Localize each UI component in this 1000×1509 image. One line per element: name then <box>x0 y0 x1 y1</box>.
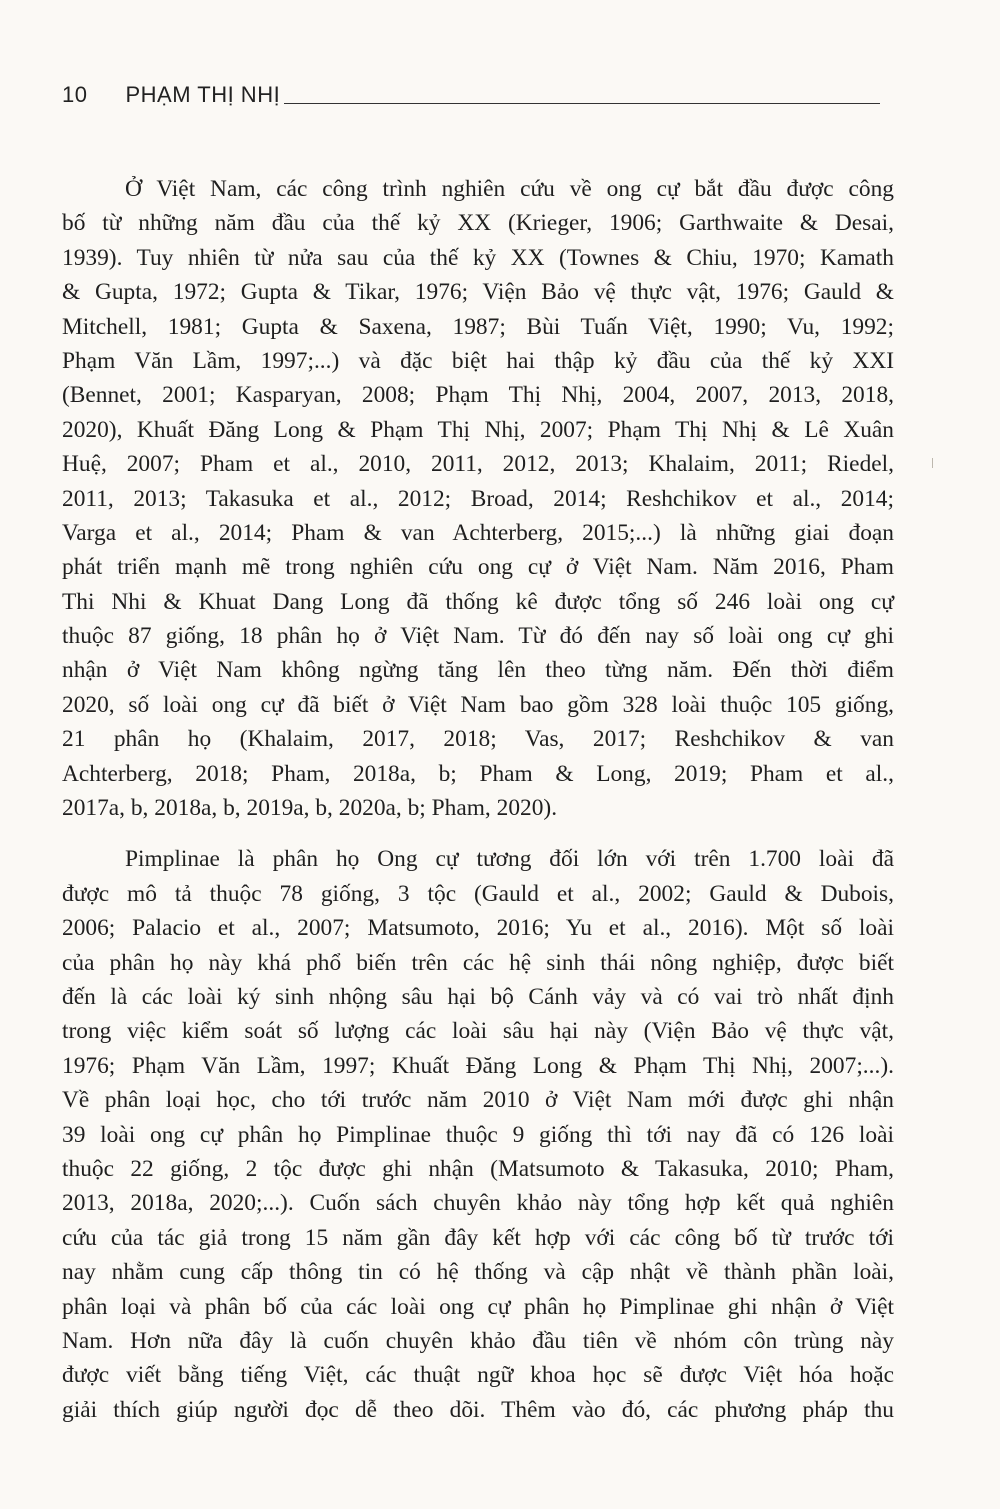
paragraph-vietnam-research <box>62 172 894 825</box>
text-line: 2020), Khuất Đăng Long & Phạm Thị Nhị, 2007; Phạm Thị Nhị & Lê Xuân <box>62 416 894 443</box>
text-line: của phân họ này khá phổ biến trên các hệ sinh thái nông nghiệp, được biết <box>62 949 894 976</box>
text-line: phát triển mạnh mẽ trong nghiên cứu ong cự ở Việt Nam. Năm 2016, Pham <box>62 554 894 581</box>
header-rule <box>284 103 880 104</box>
text-line: Pimplinae là phân họ Ong cự tương đối lớn với trên 1.700 loài đã <box>125 846 894 873</box>
text-line: Varga et al., 2014; Pham & van Achterberg, 2015;...) là những giai đoạn <box>62 519 894 546</box>
text-line: 21 phân họ (Khalaim, 2017, 2018; Vas, 2017; Reshchikov & van <box>62 726 894 753</box>
text-line: Thi Nhi & Khuat Dang Long đã thống kê được tổng số 246 loài ong cự <box>62 588 894 615</box>
text-line: nay nhằm cung cấp thông tin có hệ thống và cập nhật về thành phần loài, <box>62 1259 894 1286</box>
text-line: thuộc 87 giống, 18 phân họ ở Việt Nam. Từ đó đến nay số loài ong cự ghi <box>62 623 894 650</box>
text-line: giải thích giúp người đọc dễ theo dõi. Thêm vào đó, các phương pháp thu <box>62 1396 894 1423</box>
text-line: 1939). Tuy nhiên từ nửa sau của thế kỷ XX (Townes & Chiu, 1970; Kamath <box>62 244 894 271</box>
text-line: đến là các loài ký sinh nhộng sâu hại bộ Cánh vảy và có vai trò nhất định <box>62 983 894 1010</box>
text-line: thuộc 22 giống, 2 tộc được ghi nhận (Matsumoto & Takasuka, 2010; Pham, <box>62 1155 894 1182</box>
text-line: cứu của tác giả trong 15 năm gần đây kết hợp với các công bố từ trước tới <box>62 1224 894 1251</box>
text-line: Phạm Văn Lầm, 1997;...) và đặc biệt hai thập kỷ đầu của thế kỷ XXI <box>62 347 894 374</box>
text-line: Mitchell, 1981; Gupta & Saxena, 1987; Bùi Tuấn Việt, 1990; Vu, 1992; <box>62 313 894 340</box>
text-line: (Bennet, 2001; Kasparyan, 2008; Phạm Thị Nhị, 2004, 2007, 2013, 2018, <box>62 382 894 409</box>
text-line: Huệ, 2007; Pham et al., 2010, 2011, 2012, 2013; Khalaim, 2011; Riedel, <box>62 451 894 478</box>
text-line: phân loại và phân bố của các loài ong cự phân họ Pimplinae ghi nhận ở Việt <box>62 1293 894 1320</box>
text-line: nhận ở Việt Nam không ngừng tăng lên theo từng năm. Đến thời điểm <box>62 657 894 684</box>
text-line: 2020, số loài ong cự đã biết ở Việt Nam bao gồm 328 loài thuộc 105 giống, <box>62 691 894 718</box>
text-line: & Gupta, 1972; Gupta & Tikar, 1976; Viện Bảo vệ thực vật, 1976; Gauld & <box>62 279 894 306</box>
running-header-author: PHẠM THỊ NHỊ <box>125 82 281 107</box>
text-line: Achterberg, 2018; Pham, 2018a, b; Pham & Long, 2019; Pham et al., <box>62 760 894 787</box>
body-text <box>62 172 894 1427</box>
text-line: được viết bằng tiếng Việt, các thuật ngữ khoa học sẽ được Việt hóa hoặc <box>62 1362 894 1389</box>
text-line: bố từ những năm đầu của thế kỷ XX (Krieger, 1906; Garthwaite & Desai, <box>62 210 894 237</box>
page-number: 10 <box>62 82 88 107</box>
text-line: trong việc kiểm soát số lượng các loài sâu hại này (Viện Bảo vệ thực vật, <box>62 1018 894 1045</box>
text-line: 2013, 2018a, 2020;...). Cuốn sách chuyên khảo này tổng hợp kết quả nghiên <box>62 1190 894 1217</box>
text-line: 2011, 2013; Takasuka et al., 2012; Broad, 2014; Reshchikov et al., 2014; <box>62 485 894 512</box>
text-line: 1976; Phạm Văn Lầm, 1997; Khuất Đăng Long & Phạm Thị Nhị, 2007;...). <box>62 1052 894 1079</box>
text-line: được mô tả thuộc 78 giống, 3 tộc (Gauld et al., 2002; Gauld & Dubois, <box>62 880 894 907</box>
text-line: 39 loài ong cự phân họ Pimplinae thuộc 9 giống thì tới nay đã có 126 loài <box>62 1121 894 1148</box>
text-line: Về phân loại học, cho tới trước năm 2010 ở Việt Nam mới được ghi nhận <box>62 1087 894 1114</box>
running-header <box>62 78 880 108</box>
text-line: 2006; Palacio et al., 2007; Matsumoto, 2016; Yu et al., 2016). Một số loài <box>62 915 894 942</box>
text-line: Nam. Hơn nữa đây là cuốn chuyên khảo đầu tiên về nhóm côn trùng này <box>62 1327 894 1354</box>
text-line: 2017a, b, 2018a, b, 2019a, b, 2020a, b; Pham, 2020). <box>62 795 558 822</box>
margin-mark <box>932 458 933 468</box>
paragraph-pimplinae <box>62 842 894 1427</box>
text-line: Ở Việt Nam, các công trình nghiên cứu về ong cự bắt đầu được công <box>125 176 894 202</box>
